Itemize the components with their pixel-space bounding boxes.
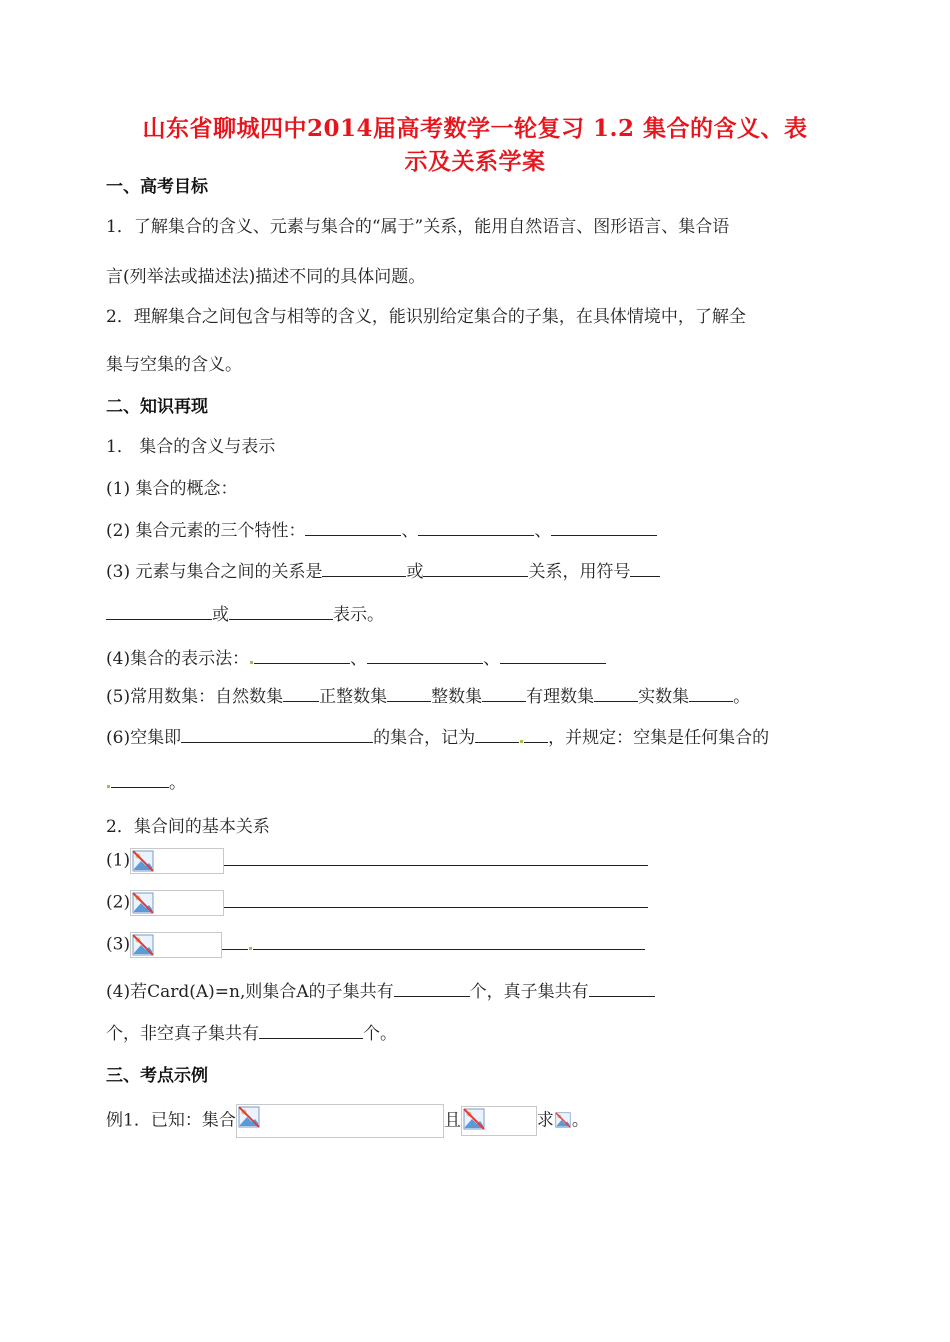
broken-image-icon (132, 934, 154, 956)
subsection-2-title: 2．集合间的基本关系 (106, 817, 270, 837)
separator: 、 (350, 649, 368, 669)
fill-blank[interactable] (423, 560, 528, 577)
fill-blank[interactable] (524, 726, 548, 743)
item-6-line-2 (106, 768, 186, 793)
item-2-properties (106, 516, 657, 541)
item-5-text: 正整数集 (319, 687, 388, 707)
item-3-text: 表示。 (333, 605, 384, 625)
fill-blank[interactable] (259, 1022, 363, 1039)
fill-blank[interactable] (224, 849, 648, 866)
item-6-text: 。 (169, 773, 186, 793)
title-line-1: 山东省聊城四中2014届高考数学一轮复习 1.2 集合的含义、表 (142, 115, 808, 142)
relation-4-line-2 (106, 1019, 397, 1044)
separator: 、 (483, 649, 501, 669)
or-text: 或 (406, 562, 424, 582)
fill-blank[interactable] (106, 603, 212, 620)
example-1 (106, 1104, 589, 1138)
fill-blank[interactable] (224, 891, 648, 908)
relation-4-line-1 (106, 977, 655, 1002)
item-5-text: 有理数集 (526, 687, 595, 707)
formula-image-placeholder (130, 932, 222, 958)
broken-image-icon (238, 1106, 260, 1128)
item-5-text: 整数集 (431, 687, 483, 707)
fill-blank[interactable] (283, 685, 319, 702)
relation-2-label: (2) (106, 892, 131, 913)
formula-image-placeholder (461, 1106, 537, 1136)
item-6-text: 的集合，记为 (373, 728, 476, 748)
broken-image-icon (132, 892, 154, 914)
fill-blank[interactable] (418, 519, 534, 536)
page-title (60, 112, 890, 178)
item-1-concept: (1) 集合的概念： (106, 479, 238, 499)
fill-blank[interactable] (181, 726, 373, 743)
goal-2-line-2: 集与空集的含义。 (106, 355, 242, 375)
item-5-number-sets (106, 682, 750, 707)
fill-blank[interactable] (367, 647, 483, 664)
fill-blank[interactable] (229, 603, 333, 620)
fill-blank[interactable] (500, 647, 606, 664)
formula-image-placeholder (554, 1111, 572, 1131)
relation-4-text: 个，非空真子集共有 (106, 1024, 259, 1044)
broken-image-icon (132, 850, 154, 872)
formula-image-placeholder (130, 890, 224, 916)
fill-blank[interactable] (394, 980, 470, 997)
item-5-text: 实数集 (638, 687, 690, 707)
fill-blank[interactable] (689, 685, 733, 702)
goal-2-line-1: 2．理解集合之间包含与相等的含义，能识别给定集合的子集，在具体情境中，了解全 (106, 307, 746, 327)
item-3-text: 关系，用符号 (528, 562, 631, 582)
item-4-label: (4)集合的表示法： (106, 649, 250, 669)
fill-blank[interactable] (222, 933, 248, 950)
section-heading-knowledge: 二、知识再现 (106, 397, 208, 417)
broken-image-icon (463, 1108, 485, 1130)
example-1-text: 例1．已知：集合 (106, 1110, 236, 1131)
marker-dot (250, 661, 253, 664)
item-6-text: ，并规定：空集是任何集合的 (548, 728, 770, 748)
fill-blank[interactable] (551, 519, 657, 536)
item-5-text: 。 (733, 687, 751, 707)
relation-1 (106, 848, 648, 874)
title-line-2: 示及关系学案 (404, 148, 546, 175)
example-1-text: 且 (443, 1110, 461, 1131)
item-6-line-1 (106, 723, 769, 748)
separator: 、 (401, 521, 419, 541)
goal-1-line-2: 言(列举法或描述法)描述不同的具体问题。 (106, 267, 426, 287)
goal-1-line-1: 1．了解集合的含义、元素与集合的“属于”关系，能用自然语言、图形语言、集合语 (106, 217, 730, 237)
relation-4-text: 个，真子集共有 (469, 982, 589, 1002)
fill-blank[interactable] (482, 685, 526, 702)
broken-image-icon (555, 1112, 571, 1128)
example-1-text: 。 (571, 1110, 589, 1131)
relation-2 (106, 890, 648, 916)
item-5-text: (5)常用数集：自然数集 (106, 687, 284, 707)
fill-blank[interactable] (387, 685, 431, 702)
item-3-line-1 (106, 557, 660, 582)
formula-image-placeholder (130, 848, 224, 874)
formula-image-placeholder (236, 1104, 444, 1138)
fill-blank[interactable] (475, 726, 519, 743)
relation-4-text: (4)若Card(A)=n,则集合A的子集共有 (106, 982, 394, 1002)
section-heading-goals: 一、高考目标 (106, 177, 208, 197)
fill-blank[interactable] (305, 519, 401, 536)
fill-blank[interactable] (111, 771, 169, 788)
fill-blank[interactable] (254, 647, 350, 664)
example-1-text: 求 (536, 1110, 554, 1131)
fill-blank[interactable] (322, 560, 406, 577)
subsection-1-title: 1． 集合的含义与表示 (106, 437, 276, 457)
relation-1-label: (1) (106, 850, 131, 871)
item-3-line-2 (106, 600, 384, 625)
separator: 、 (534, 521, 552, 541)
fill-blank[interactable] (630, 560, 660, 577)
relation-3-label: (3) (106, 934, 131, 955)
item-2-label: (2) 集合元素的三个特性： (106, 521, 306, 541)
relation-3 (106, 932, 645, 958)
or-text: 或 (212, 605, 229, 625)
marker-dot (520, 740, 523, 743)
relation-4-text: 个。 (363, 1024, 397, 1044)
marker-dot (107, 785, 110, 788)
fill-blank[interactable] (589, 980, 655, 997)
fill-blank[interactable] (594, 685, 638, 702)
fill-blank[interactable] (253, 933, 645, 950)
item-3-text: (3) 元素与集合之间的关系是 (106, 562, 323, 582)
section-heading-examples: 三、考点示例 (106, 1066, 208, 1086)
item-4-representation (106, 644, 606, 669)
marker-dot (249, 947, 252, 950)
item-6-text: (6)空集即 (106, 728, 182, 748)
